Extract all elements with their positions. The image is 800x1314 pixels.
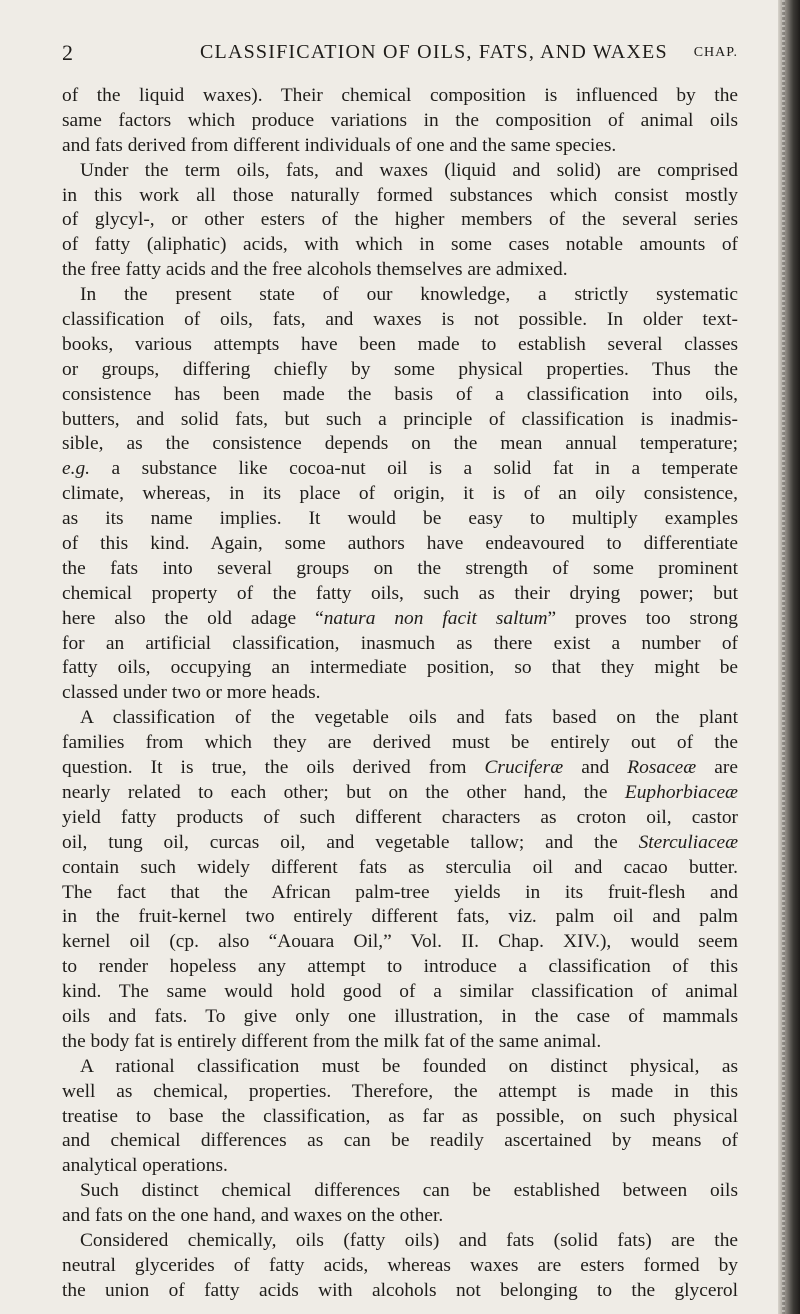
text-line: or groups, differing chiefly by some physical properties. Thus the bbox=[62, 358, 738, 380]
text-line: question. It is true, the oils derived from Cruciferæ and Rosaceæ are bbox=[62, 757, 738, 779]
text-line: in the fruit-kernel two entirely different fats, viz. palm oil and palm bbox=[62, 906, 738, 928]
text-line: butters, and solid fats, but such a principle of classification is inadmis- bbox=[62, 408, 738, 430]
page-header bbox=[62, 40, 738, 70]
text-line: treatise to base the classification, as far as possible, on such physical bbox=[62, 1105, 738, 1127]
text-line: Under the term oils, fats, and waxes (liquid and solid) are comprised bbox=[80, 159, 738, 181]
body-text bbox=[62, 84, 738, 1304]
text-line: chemical property of the fatty oils, such as their drying power; but bbox=[62, 582, 738, 604]
text-line: The fact that the African palm-tree yields in its fruit-flesh and bbox=[62, 881, 738, 903]
text-line: as its name implies. It would be easy to multiply examples bbox=[62, 508, 738, 530]
text-line: here also the old adage “natura non facit saltum” proves too strong bbox=[62, 607, 738, 629]
text-line: the free fatty acids and the free alcohols themselves are admixed. bbox=[62, 259, 568, 281]
text-line: Considered chemically, oils (fatty oils) and fats (solid fats) are the bbox=[80, 1229, 738, 1251]
text-line: A classification of the vegetable oils and fats based on the plant bbox=[80, 707, 738, 729]
text-line: oils and fats. To give only one illustration, in the case of mammals bbox=[62, 1005, 738, 1027]
text-line: and chemical differences as can be readily ascertained by means of bbox=[62, 1130, 738, 1152]
text-line: same factors which produce variations in the composition of animal oils bbox=[62, 109, 738, 131]
text-line: well as chemical, properties. Therefore, the attempt is made in this bbox=[62, 1080, 738, 1102]
text-line: sible, as the consistence depends on the mean annual temperature; bbox=[62, 433, 738, 455]
text-line: the body fat is entirely different from the milk fat of the same animal. bbox=[62, 1030, 602, 1052]
text-line: for an artificial classification, inasmuch as there exist a number of bbox=[62, 632, 738, 654]
text-line: consistence has been made the basis of a classification into oils, bbox=[62, 383, 738, 405]
text-line: of the liquid waxes). Their chemical composition is influenced by the bbox=[62, 85, 738, 106]
text-line: kernel oil (cp. also “Aouara Oil,” Vol. II. Chap. XIV.), would seem bbox=[62, 931, 738, 953]
page-edge-shadow bbox=[778, 0, 800, 1314]
text-line: of this kind. Again, some authors have endeavoured to differentiate bbox=[62, 533, 738, 555]
text-line: climate, whereas, in its place of origin, it is of an oily consistence, bbox=[62, 483, 738, 505]
text-line: In the present state of our knowledge, a strictly systematic bbox=[80, 284, 738, 306]
text-line: oil, tung oil, curcas oil, and vegetable tallow; and the Sterculiaceæ bbox=[62, 831, 738, 853]
text-line: A rational classification must be founded on distinct physical, as bbox=[80, 1055, 738, 1077]
text-line: to render hopeless any attempt to introduce a classification of this bbox=[62, 956, 738, 978]
chapter-label: CHAP. bbox=[693, 45, 738, 60]
text-line: and fats on the one hand, and waxes on the other. bbox=[62, 1205, 444, 1227]
text-line: kind. The same would hold good of a similar classification of animal bbox=[62, 981, 738, 1003]
text-line: Such distinct chemical differences can be established between oils bbox=[80, 1180, 738, 1202]
text-line: and fats derived from different individuals of one and the same species. bbox=[62, 134, 617, 156]
text-line: fatty oils, occupying an intermediate position, so that they might be bbox=[62, 657, 738, 679]
text-line: the fats into several groups on the strength of some prominent bbox=[62, 557, 738, 579]
text-line: families from which they are derived must be entirely out of the bbox=[62, 732, 738, 754]
text-line: nearly related to each other; but on the other hand, the Euphorbiaceæ bbox=[62, 781, 738, 803]
text-line: classification of oils, fats, and waxes is not possible. In older text- bbox=[62, 309, 738, 331]
page-number: 2 bbox=[62, 40, 74, 65]
text-line: e.g. a substance like cocoa-nut oil is a solid fat in a temperate bbox=[62, 458, 738, 480]
text-line: in this work all those naturally formed substances which consist mostly bbox=[62, 184, 738, 206]
text-line: neutral glycerides of fatty acids, whereas waxes are esters formed by bbox=[62, 1254, 738, 1276]
text-line: of glycyl-, or other esters of the higher members of the several series bbox=[62, 209, 738, 231]
text-line: the union of fatty acids with alcohols not belonging to the glycerol bbox=[62, 1279, 738, 1301]
text-line: analytical operations. bbox=[62, 1155, 228, 1177]
text-line: contain such widely different fats as sterculia oil and cacao butter. bbox=[62, 856, 738, 878]
text-line: yield fatty products of such different characters as croton oil, castor bbox=[62, 806, 738, 828]
text-line: of fatty (aliphatic) acids, with which in some cases notable amounts of bbox=[62, 234, 738, 256]
text-line: books, various attempts have been made to establish several classes bbox=[62, 333, 738, 355]
running-title: CLASSIFICATION OF OILS, FATS, AND WAXES bbox=[200, 41, 668, 63]
text-line: classed under two or more heads. bbox=[62, 682, 321, 704]
